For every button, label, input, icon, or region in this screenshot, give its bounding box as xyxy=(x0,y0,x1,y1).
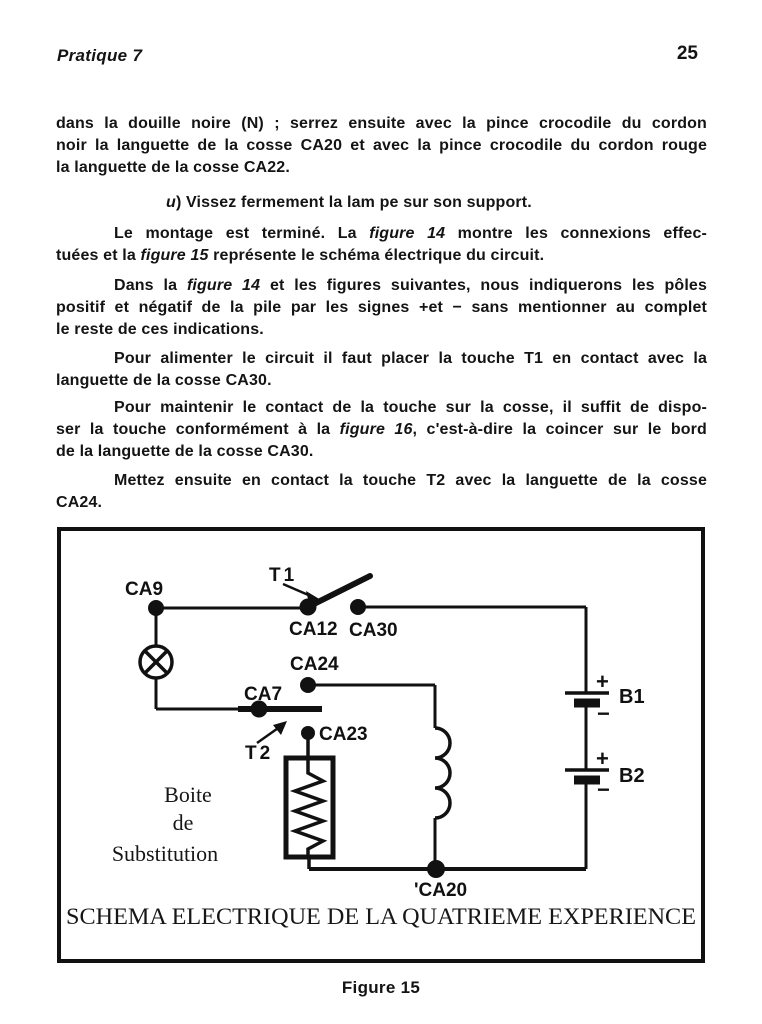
t1-arrow xyxy=(283,584,321,603)
section-title: Pratique 7 xyxy=(57,46,143,65)
figure-inner-caption: SCHEMA ELECTRIQUE DE LA QUATRIEME EXPERIENCE xyxy=(66,904,696,929)
text-line: le reste de ces indications. xyxy=(56,321,264,338)
node-ca9 xyxy=(148,600,164,616)
node-ca30 xyxy=(350,599,366,615)
label-b1: B1 xyxy=(619,686,645,708)
label-ca24: CA24 xyxy=(290,654,339,675)
resistor-icon xyxy=(295,761,323,857)
text-line: Le montage est terminé. La figure 14 montre les connexions effec- xyxy=(114,225,707,242)
figure-box xyxy=(57,527,705,963)
text-line: Mettez ensuite en contact la touche T2 avec la languette de la cosse xyxy=(114,472,707,489)
label-t1: T1 xyxy=(269,565,298,586)
label-b1-minus: − xyxy=(597,701,610,726)
label-boite-line1: Boite xyxy=(164,782,212,807)
text-line: de la languette de la cosse CA30. xyxy=(56,443,314,460)
node-ca24 xyxy=(300,677,316,693)
paragraph xyxy=(56,275,707,341)
label-b1-plus: + xyxy=(596,669,609,694)
t2-arrow xyxy=(257,721,287,743)
text-line: u) Vissez fermement la lam pe sur son support. xyxy=(166,194,532,211)
text-line: la languette de la cosse CA22. xyxy=(56,159,290,176)
label-boite-line2: de xyxy=(172,810,194,835)
label-ca7: CA7 xyxy=(244,684,283,705)
text-line: Pour alimenter le circuit il faut placer la touche T1 en contact avec la xyxy=(114,350,707,367)
node-ca20 xyxy=(427,860,445,878)
label-t2: T2 xyxy=(245,743,274,764)
label-ca23: CA23 xyxy=(319,724,368,745)
text-line: noir la languette de la cosse CA20 et avec la pince crocodile du cordon rouge xyxy=(56,137,707,154)
label-b2: B2 xyxy=(619,765,645,787)
paragraph xyxy=(56,397,707,463)
label-ca20: 'CA20 xyxy=(414,880,468,901)
text-line: languette de la cosse CA30. xyxy=(56,372,272,389)
text-line: dans la douille noire (N) ; serrez ensuite avec la pince crocodile du cordon xyxy=(56,115,707,132)
wire-ca24-coil xyxy=(308,685,435,869)
label-ca12: CA12 xyxy=(289,619,338,640)
wire-top xyxy=(156,607,586,608)
body-text xyxy=(56,113,707,514)
text-line: ser la touche conformément à la figure 16, c'est-à-dire la coincer sur le bord xyxy=(56,421,707,438)
label-b2-minus: − xyxy=(597,777,610,802)
text-line: Dans la figure 14 et les figures suivantes, nous indiquerons les pôles xyxy=(114,277,708,294)
lamp-symbol xyxy=(140,646,172,678)
page-number: 25 xyxy=(676,43,698,64)
coil-icon xyxy=(435,728,450,818)
label-ca9: CA9 xyxy=(125,579,164,600)
node-ca23 xyxy=(301,726,315,740)
figure-caption: Figure 15 xyxy=(341,978,421,997)
label-ca30: CA30 xyxy=(349,620,398,641)
label-b2-plus: + xyxy=(596,746,609,771)
text-line: Pour maintenir le contact de la touche sur la cosse, il suffit de dispo- xyxy=(114,399,707,416)
node-ca12 xyxy=(300,599,317,616)
label-boite-line3: Substitution xyxy=(111,841,219,866)
text-line: CA24. xyxy=(56,494,103,511)
paragraph xyxy=(56,470,707,514)
circuit-diagram xyxy=(61,531,701,959)
text-line: positif et négatif de la pile par les signes +et − sans mentionner au complet xyxy=(56,299,707,316)
paragraph xyxy=(56,192,707,214)
paragraph xyxy=(56,113,707,179)
paragraph xyxy=(56,348,707,392)
paragraph xyxy=(56,223,707,267)
text-line: tuées et la figure 15 représente le schéma électrique du circuit. xyxy=(56,247,545,264)
